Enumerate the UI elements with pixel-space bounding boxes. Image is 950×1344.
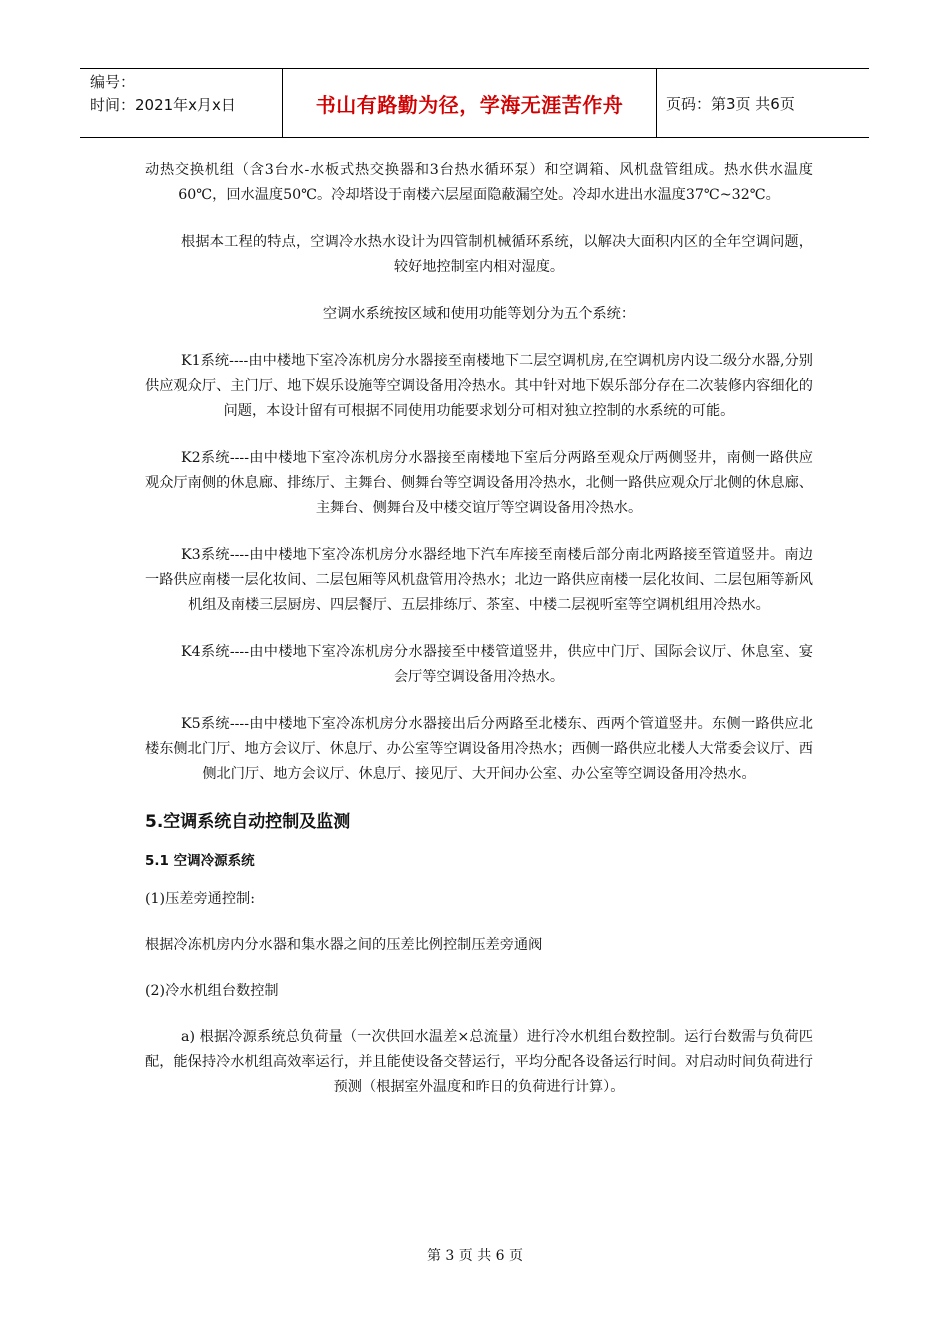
paragraph-four-pipe-system: 根据本工程的特点，空调冷水热水设计为四管制机械循环系统，以解决大面积内区的全年空调问题，较好地控制室内相对湿度。 xyxy=(181,234,813,275)
item-chiller-count-title: (2)冷水机组台数控制 xyxy=(145,983,279,999)
header-motto: 书山有路勤为径，学海无涯苦作舟 xyxy=(282,69,657,137)
paragraph-k4-system: K4系统----由中楼地下室冷冻机房分水器接至中楼管道竖井，供应中门厅、国际会议厅、休息室、宴会厅等空调设备用冷热水。 xyxy=(181,644,813,685)
paragraph-five-systems-intro: 空调水系统按区域和使用功能等划分为五个系统： xyxy=(322,306,636,322)
item-pressure-bypass-text: 根据冷冻机房内分水器和集水器之间的压差比例控制压差旁通阀 xyxy=(145,937,543,953)
document-header xyxy=(80,68,869,138)
number-label: 编号： xyxy=(90,73,136,91)
date-label: 时间：2021年x月x日 xyxy=(90,96,236,114)
section-heading-5-1: 5.1 空调冷源系统 xyxy=(145,853,255,869)
item-chiller-count-a: a) 根据冷源系统总负荷量（一次供回水温差×总流量）进行冷水机组台数控制。运行台数需与负荷匹配，能保持冷水机组高效率运行，并且能使设备交替运行，平均分配各设备运行时间。对启动时间负荷进行预测（根据室外温度和昨日的负荷进行计算）。 xyxy=(145,1029,813,1095)
document-body xyxy=(145,158,813,1100)
paragraph-k1-system: K1系统----由中楼地下室冷冻机房分水器接至南楼地下二层空调机房,在空调机房内设二级分水器,分别供应观众厅、主门厅、地下娱乐设施等空调设备用冷热水。其中针对地下娱乐部分存在二次装修内容细化的问题，本设计留有可根据不同使用功能要求划分可相对独立控制的水系统的可能。 xyxy=(145,353,813,419)
paragraph-k3-system: K3系统----由中楼地下室冷冻机房分水器经地下汽车库接至南楼后部分南北两路接至管道竖井。南边一路供应南楼一层化妆间、二层包厢等风机盘管用冷热水；北边一路供应南楼一层化妆间、二层包厢等新风机组及南楼三层厨房、四层餐厅、五层排练厅、茶室、中楼二层视听室等空调机组用冷热水。 xyxy=(145,547,813,613)
header-meta xyxy=(80,69,282,137)
paragraph-heat-exchange: 动热交换机组（含3台水-水板式热交换器和3台热水循环泵）和空调箱、风机盘管组成。热水供水温度60℃，回水温度50℃。冷却塔设于南楼六层屋面隐蔽漏空处。冷却水进出水温度37℃~32℃。 xyxy=(145,162,813,203)
paragraph-k5-system: K5系统----由中楼地下室冷冻机房分水器接出后分两路至北楼东、西两个管道竖井。东侧一路供应北楼东侧北门厅、地方会议厅、休息厅、办公室等空调设备用冷热水；西侧一路供应北楼人大常委会议厅、西侧北门厅、地方会议厅、休息厅、接见厅、大开间办公室、办公室等空调设备用冷热水。 xyxy=(145,716,813,782)
item-pressure-bypass-title: (1)压差旁通控制: xyxy=(145,891,256,907)
page-footer: 第 3 页 共 6 页 xyxy=(426,1248,524,1264)
section-heading-5: 5.空调系统自动控制及监测 xyxy=(145,812,351,832)
paragraph-k2-system: K2系统----由中楼地下室冷冻机房分水器接至南楼地下室后分两路至观众厅两侧竖井，南侧一路供应观众厅南侧的休息廊、排练厅、主舞台、侧舞台等空调设备用冷热水，北侧一路供应观众厅北侧的休息廊、主舞台、侧舞台及中楼交谊厅等空调设备用冷热水。 xyxy=(145,450,813,516)
header-page-label: 页码：第3页 共6页 xyxy=(666,94,795,113)
